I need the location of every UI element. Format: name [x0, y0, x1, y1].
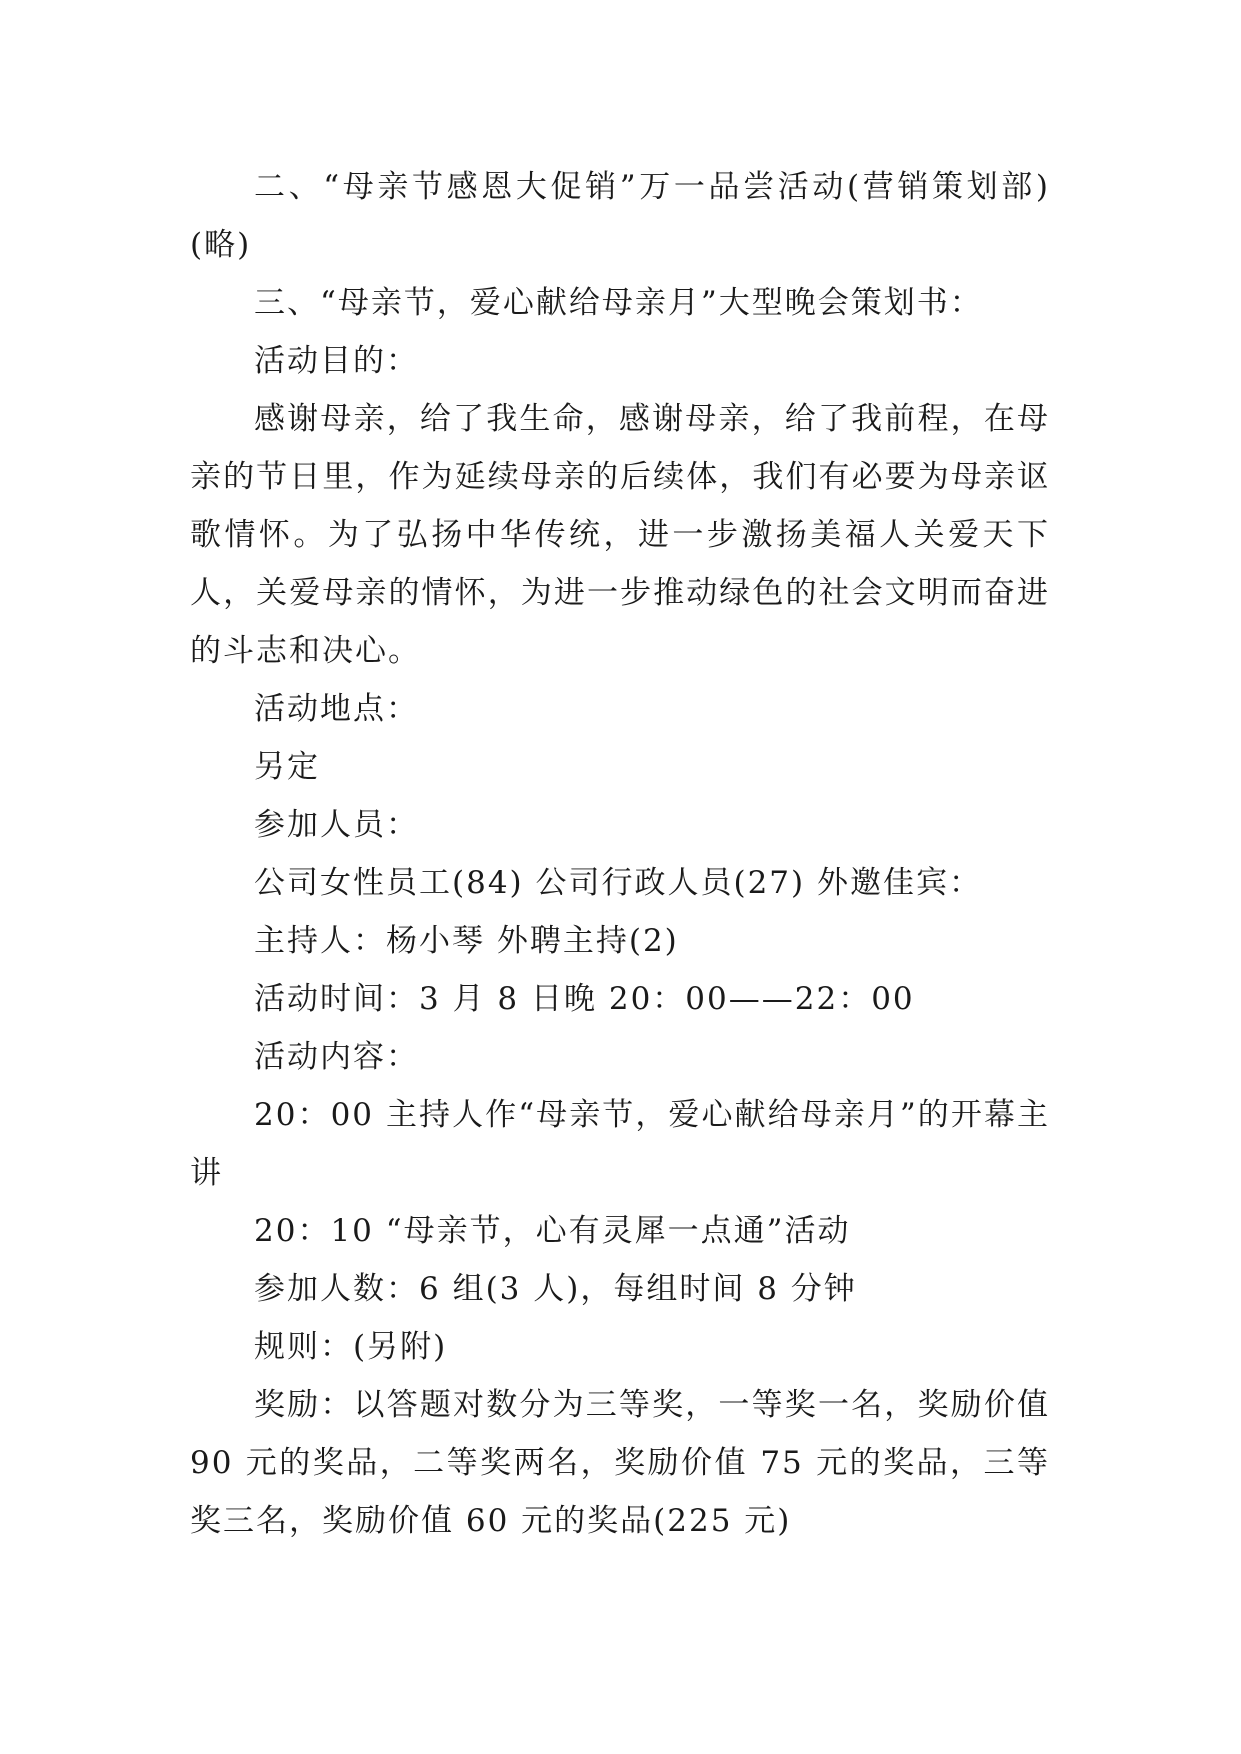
paragraph-schedule-2000: 20：00 主持人作“母亲节，爱心献给母亲月”的开幕主讲	[190, 1097, 1050, 1191]
paragraph-participants-value: 公司女性员工(84) 公司行政人员(27) 外邀佳宾：	[254, 865, 982, 901]
paragraph-host: 主持人：杨小琴 外聘主持(2)	[254, 923, 679, 959]
paragraph-section-three-heading: 三、“母亲节，爱心献给母亲月”大型晚会策划书：	[254, 285, 983, 321]
paragraph-location-label: 活动地点：	[254, 691, 419, 727]
paragraph-schedule-2010: 20：10 “母亲节，心有灵犀一点通”活动	[254, 1213, 851, 1249]
paragraph-content-label: 活动内容：	[254, 1039, 419, 1075]
paragraph-purpose-text: 感谢母亲，给了我生命，感谢母亲，给了我前程，在母亲的节日里，作为延续母亲的后续体，我们有必要为母亲讴歌情怀。为了弘扬中华传统，进一步激扬美福人关爱天下人，关爱母亲的情怀，为进一步推动绿色的社会文明而奋进的斗志和决心。	[190, 401, 1050, 669]
paragraph-section-two-heading: 二、“母亲节感恩大促销”万一品尝活动(营销策划部)(略)	[190, 169, 1050, 263]
paragraph-participant-count: 参加人数：6 组(3 人)，每组时间 8 分钟	[254, 1271, 857, 1307]
paragraph-purpose-label: 活动目的：	[254, 343, 419, 379]
document-body	[190, 158, 1050, 1550]
paragraph-time: 活动时间：3 月 8 日晚 20：00——22：00	[254, 981, 915, 1017]
paragraph-location-value: 另定	[254, 749, 320, 785]
paragraph-rules: 规则：(另附)	[254, 1329, 448, 1365]
paragraph-participants-label: 参加人员：	[254, 807, 419, 843]
paragraph-rewards: 奖励：以答题对数分为三等奖，一等奖一名，奖励价值 90 元的奖品，二等奖两名，奖励价值 75 元的奖品，三等奖三名，奖励价值 60 元的奖品(225 元)	[190, 1387, 1050, 1539]
